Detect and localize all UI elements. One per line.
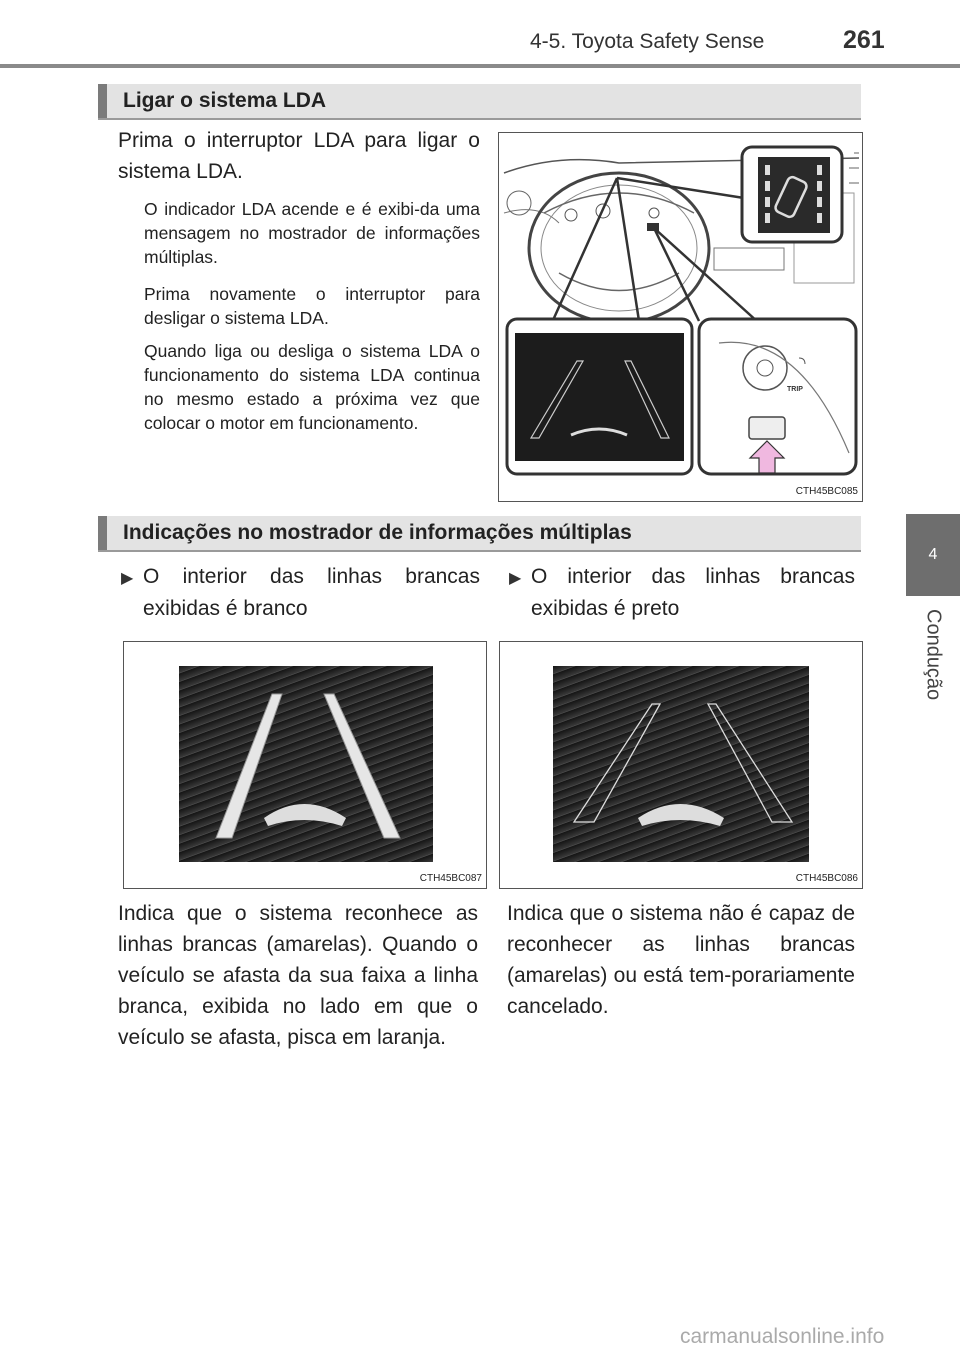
page-number: 261 bbox=[843, 26, 885, 54]
triangle-bullet-icon: ▶ bbox=[509, 570, 522, 587]
lead-instruction: Prima o interruptor LDA para ligar o sistema LDA. bbox=[118, 129, 480, 183]
trip-button-label: TRIP bbox=[787, 386, 803, 393]
chapter-number: 4 bbox=[928, 546, 938, 563]
display-black-lines bbox=[500, 642, 862, 888]
paragraph-memory: Quando liga ou desliga o sistema LDA o funcionamento do sistema LDA continua no mesmo estado a próxima vez que colocar o motor em funcionamento. bbox=[144, 341, 480, 433]
bullet-text: O interior das linhas brancas exibidas é branco bbox=[143, 565, 480, 620]
description-white: Indica que o sistema reconhece as linhas brancas (amarelas). Quando o veículo se afasta da sua faixa a linha branca, exibida no lado em que o veículo se afasta, pisca em laranja. bbox=[118, 902, 478, 1049]
bullet-heading-black bbox=[509, 561, 855, 625]
watermark: carmanualsonline.info bbox=[680, 1325, 885, 1348]
figure-code-left: CTH45BC087 bbox=[419, 873, 482, 884]
section-heading-ligar bbox=[98, 84, 861, 118]
bullet-heading-white bbox=[121, 561, 480, 625]
section-title: Ligar o sistema LDA bbox=[123, 89, 327, 112]
triangle-bullet-icon: ▶ bbox=[121, 570, 134, 587]
chapter-label-text: Condução bbox=[922, 609, 945, 701]
figure-white-lines bbox=[123, 641, 487, 889]
figure-code: CTH45BC085 bbox=[795, 486, 858, 497]
section-heading-indicacoes bbox=[98, 516, 861, 550]
bullet-text: O interior das linhas brancas exibidas é preto bbox=[531, 565, 855, 620]
paragraph-off: Prima novamente o interruptor para desligar o sistema LDA. bbox=[144, 284, 480, 328]
figure-steering-wheel bbox=[498, 132, 863, 502]
paragraph-indicator: O indicador LDA acende e é exibi-da uma mensagem no mostrador de informações múltiplas. bbox=[144, 199, 480, 267]
display-white-lines bbox=[124, 642, 486, 888]
lda-switch bbox=[749, 417, 785, 439]
running-header: 4-5. Toyota Safety Sense bbox=[530, 30, 765, 53]
chapter-label bbox=[906, 600, 960, 710]
description-black: Indica que o sistema não é capaz de reconhecer as linhas brancas (amarelas) ou está tem-porariamente cancelado. bbox=[507, 902, 855, 1018]
section-title: Indicações no mostrador de informações múltiplas bbox=[123, 521, 632, 544]
figure-code-right: CTH45BC086 bbox=[795, 873, 858, 884]
chapter-tab[interactable] bbox=[906, 514, 960, 596]
steering-wheel-illustration bbox=[499, 133, 862, 501]
figure-black-lines bbox=[499, 641, 863, 889]
header-rule bbox=[0, 64, 960, 68]
